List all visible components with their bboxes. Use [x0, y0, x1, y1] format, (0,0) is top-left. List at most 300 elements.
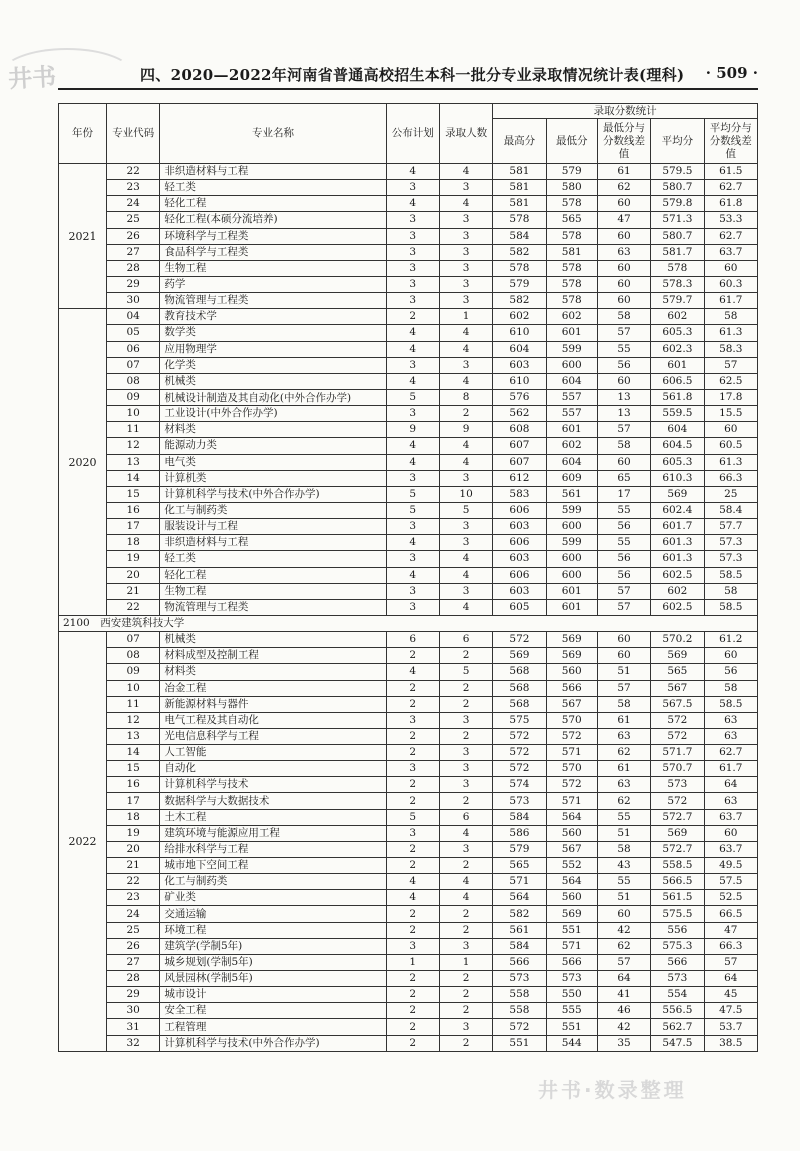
name-cell: 食品科学与工程类 [160, 244, 386, 260]
name-cell: 光电信息科学与工程 [160, 728, 386, 744]
plan-cell: 4 [386, 196, 439, 212]
table-row [59, 470, 758, 486]
avg-diff-cell: 61.7 [704, 293, 757, 309]
code-cell: 27 [107, 954, 160, 970]
name-cell: 机械设计制造及其自动化(中外合作办学) [160, 389, 386, 405]
min-diff-cell: 58 [597, 841, 650, 857]
code-cell: 21 [107, 583, 160, 599]
code-cell: 20 [107, 567, 160, 583]
min-cell: 602 [546, 438, 597, 454]
name-cell: 非织造材料与工程 [160, 164, 386, 180]
plan-cell: 5 [386, 502, 439, 518]
plan-cell: 2 [386, 858, 439, 874]
avg-diff-cell: 57.3 [704, 535, 757, 551]
table-row [59, 276, 758, 292]
table-row [59, 761, 758, 777]
plan-cell: 2 [386, 1003, 439, 1019]
code-cell: 23 [107, 180, 160, 196]
plan-cell: 5 [386, 809, 439, 825]
code-cell: 09 [107, 389, 160, 405]
plan-cell: 3 [386, 761, 439, 777]
code-cell: 13 [107, 728, 160, 744]
avg-diff-cell: 63 [704, 712, 757, 728]
avg-diff-cell: 62.7 [704, 228, 757, 244]
name-cell: 材料类 [160, 664, 386, 680]
plan-cell: 2 [386, 1035, 439, 1051]
admit-cell: 2 [439, 680, 492, 696]
admit-cell: 6 [439, 632, 492, 648]
name-cell: 矿业类 [160, 890, 386, 906]
code-cell: 30 [107, 1003, 160, 1019]
avg-diff-cell: 58.5 [704, 599, 757, 615]
min-diff-cell: 60 [597, 293, 650, 309]
table-row [59, 212, 758, 228]
table-row [59, 583, 758, 599]
max-cell: 572 [493, 1019, 546, 1035]
table-row [59, 648, 758, 664]
min-diff-cell: 57 [597, 583, 650, 599]
name-cell: 交通运输 [160, 906, 386, 922]
min-cell: 569 [546, 648, 597, 664]
code-cell: 29 [107, 987, 160, 1003]
name-cell: 数学类 [160, 325, 386, 341]
admit-cell: 2 [439, 922, 492, 938]
code-cell: 11 [107, 422, 160, 438]
admit-cell: 3 [439, 1019, 492, 1035]
admit-cell: 3 [439, 712, 492, 728]
code-cell: 15 [107, 486, 160, 502]
avg-diff-cell: 58 [704, 680, 757, 696]
admit-cell: 2 [439, 406, 492, 422]
name-cell: 计算机科学与技术 [160, 777, 386, 793]
plan-cell: 3 [386, 180, 439, 196]
avg-diff-cell: 58.5 [704, 567, 757, 583]
max-cell: 584 [493, 809, 546, 825]
avg-diff-cell: 62.7 [704, 745, 757, 761]
name-cell: 人工智能 [160, 745, 386, 761]
table-row [59, 293, 758, 309]
plan-cell: 4 [386, 341, 439, 357]
min-diff-cell: 57 [597, 325, 650, 341]
admit-cell: 2 [439, 1003, 492, 1019]
plan-cell: 3 [386, 938, 439, 954]
avg-cell: 605.3 [651, 325, 704, 341]
min-diff-cell: 58 [597, 309, 650, 325]
table-row [59, 987, 758, 1003]
admit-cell: 4 [439, 164, 492, 180]
min-cell: 599 [546, 341, 597, 357]
code-cell: 17 [107, 793, 160, 809]
table-row [59, 341, 758, 357]
min-cell: 578 [546, 293, 597, 309]
avg-cell: 572 [651, 712, 704, 728]
code-cell: 27 [107, 244, 160, 260]
min-diff-cell: 61 [597, 761, 650, 777]
plan-cell: 3 [386, 260, 439, 276]
max-cell: 571 [493, 874, 546, 890]
avg-diff-cell: 57.7 [704, 519, 757, 535]
code-cell: 23 [107, 890, 160, 906]
table-row [59, 357, 758, 373]
table-row [59, 745, 758, 761]
year-cell: 2020 [59, 309, 107, 616]
max-cell: 568 [493, 664, 546, 680]
min-cell: 572 [546, 728, 597, 744]
admit-cell: 8 [439, 389, 492, 405]
avg-diff-cell: 60 [704, 825, 757, 841]
name-cell: 电气工程及其自动化 [160, 712, 386, 728]
table-row [59, 389, 758, 405]
table-row [59, 841, 758, 857]
name-cell: 环境科学与工程类 [160, 228, 386, 244]
code-cell: 30 [107, 293, 160, 309]
min-cell: 570 [546, 761, 597, 777]
max-cell: 566 [493, 954, 546, 970]
admit-cell: 2 [439, 906, 492, 922]
code-cell: 14 [107, 745, 160, 761]
max-cell: 606 [493, 567, 546, 583]
max-cell: 602 [493, 309, 546, 325]
min-diff-cell: 63 [597, 728, 650, 744]
avg-cell: 579.7 [651, 293, 704, 309]
table-row [59, 728, 758, 744]
avg-diff-cell: 52.5 [704, 890, 757, 906]
table-row [59, 1003, 758, 1019]
avg-cell: 561.8 [651, 389, 704, 405]
code-cell: 10 [107, 406, 160, 422]
min-diff-cell: 58 [597, 696, 650, 712]
admit-cell: 5 [439, 664, 492, 680]
max-cell: 605 [493, 599, 546, 615]
plan-cell: 3 [386, 712, 439, 728]
code-cell: 18 [107, 535, 160, 551]
admit-cell: 2 [439, 648, 492, 664]
avg-cell: 559.5 [651, 406, 704, 422]
avg-diff-cell: 57.3 [704, 551, 757, 567]
table-row [59, 1019, 758, 1035]
name-cell: 化学类 [160, 357, 386, 373]
avg-cell: 601 [651, 357, 704, 373]
avg-diff-cell: 60 [704, 422, 757, 438]
plan-cell: 3 [386, 470, 439, 486]
plan-cell: 3 [386, 212, 439, 228]
min-diff-cell: 60 [597, 632, 650, 648]
avg-cell: 606.5 [651, 373, 704, 389]
plan-cell: 4 [386, 373, 439, 389]
avg-cell: 571.3 [651, 212, 704, 228]
plan-cell: 6 [386, 632, 439, 648]
name-cell: 非织造材料与工程 [160, 535, 386, 551]
table-row [59, 406, 758, 422]
avg-cell: 561.5 [651, 890, 704, 906]
admit-cell: 3 [439, 470, 492, 486]
avg-diff-cell: 63.7 [704, 841, 757, 857]
min-diff-cell: 47 [597, 212, 650, 228]
avg-cell: 602.4 [651, 502, 704, 518]
admit-cell: 3 [439, 180, 492, 196]
table-row [59, 535, 758, 551]
table-row [59, 422, 758, 438]
name-cell: 给排水科学与工程 [160, 841, 386, 857]
table-row [59, 228, 758, 244]
table-row [59, 809, 758, 825]
avg-diff-cell: 64 [704, 777, 757, 793]
max-cell: 603 [493, 357, 546, 373]
avg-diff-cell: 60 [704, 648, 757, 664]
name-cell: 教育技术学 [160, 309, 386, 325]
avg-cell: 575.5 [651, 906, 704, 922]
avg-diff-cell: 57 [704, 954, 757, 970]
year-cell: 2022 [59, 632, 107, 1052]
min-diff-cell: 60 [597, 228, 650, 244]
min-diff-cell: 60 [597, 454, 650, 470]
min-cell: 600 [546, 567, 597, 583]
plan-cell: 2 [386, 922, 439, 938]
max-cell: 610 [493, 373, 546, 389]
admit-cell: 3 [439, 228, 492, 244]
min-cell: 565 [546, 212, 597, 228]
min-diff-cell: 62 [597, 938, 650, 954]
max-cell: 582 [493, 293, 546, 309]
admit-cell: 4 [439, 454, 492, 470]
plan-cell: 3 [386, 276, 439, 292]
avg-diff-cell: 47.5 [704, 1003, 757, 1019]
plan-cell: 4 [386, 535, 439, 551]
avg-diff-cell: 58.4 [704, 502, 757, 518]
table-row [59, 922, 758, 938]
max-cell: 584 [493, 938, 546, 954]
admit-cell: 1 [439, 309, 492, 325]
col-min-header: 最低分 [546, 119, 597, 164]
plan-cell: 2 [386, 648, 439, 664]
page-header [140, 60, 758, 86]
min-cell: 544 [546, 1035, 597, 1051]
admit-cell: 2 [439, 987, 492, 1003]
min-diff-cell: 51 [597, 825, 650, 841]
code-cell: 04 [107, 309, 160, 325]
min-cell: 551 [546, 1019, 597, 1035]
max-cell: 603 [493, 583, 546, 599]
table-row [59, 632, 758, 648]
min-diff-cell: 63 [597, 777, 650, 793]
plan-cell: 4 [386, 664, 439, 680]
name-cell: 应用物理学 [160, 341, 386, 357]
code-cell: 28 [107, 260, 160, 276]
admit-cell: 3 [439, 777, 492, 793]
min-cell: 572 [546, 777, 597, 793]
code-cell: 18 [107, 809, 160, 825]
plan-cell: 5 [386, 389, 439, 405]
plan-cell: 4 [386, 325, 439, 341]
col-stats-group-header: 录取分数统计 [493, 104, 758, 119]
name-cell: 计算机科学与技术(中外合作办学) [160, 486, 386, 502]
admit-cell: 2 [439, 793, 492, 809]
table-row [59, 664, 758, 680]
min-diff-cell: 55 [597, 341, 650, 357]
avg-cell: 572.7 [651, 809, 704, 825]
min-diff-cell: 60 [597, 276, 650, 292]
avg-diff-cell: 61.7 [704, 761, 757, 777]
year-cell: 2021 [59, 164, 107, 309]
max-cell: 604 [493, 341, 546, 357]
max-cell: 578 [493, 260, 546, 276]
min-diff-cell: 61 [597, 712, 650, 728]
avg-cell: 566 [651, 954, 704, 970]
plan-cell: 4 [386, 454, 439, 470]
plan-cell: 4 [386, 438, 439, 454]
name-cell: 化工与制药类 [160, 502, 386, 518]
min-cell: 567 [546, 841, 597, 857]
plan-cell: 2 [386, 696, 439, 712]
name-cell: 土木工程 [160, 809, 386, 825]
min-diff-cell: 46 [597, 1003, 650, 1019]
min-diff-cell: 60 [597, 260, 650, 276]
code-cell: 12 [107, 438, 160, 454]
code-cell: 10 [107, 680, 160, 696]
col-max-header: 最高分 [493, 119, 546, 164]
max-cell: 607 [493, 438, 546, 454]
max-cell: 579 [493, 276, 546, 292]
name-cell: 城市地下空间工程 [160, 858, 386, 874]
max-cell: 575 [493, 712, 546, 728]
avg-cell: 610.3 [651, 470, 704, 486]
table-row [59, 196, 758, 212]
admit-cell: 3 [439, 583, 492, 599]
plan-cell: 3 [386, 551, 439, 567]
admit-cell: 3 [439, 357, 492, 373]
avg-diff-cell: 63.7 [704, 809, 757, 825]
avg-cell: 602.5 [651, 567, 704, 583]
col-avg-diff-header: 平均分与分数线差值 [704, 119, 757, 164]
admit-cell: 4 [439, 599, 492, 615]
plan-cell: 2 [386, 987, 439, 1003]
code-cell: 07 [107, 632, 160, 648]
code-cell: 32 [107, 1035, 160, 1051]
admit-cell: 3 [439, 276, 492, 292]
table-row [59, 244, 758, 260]
admit-cell: 9 [439, 422, 492, 438]
avg-cell: 601.7 [651, 519, 704, 535]
table-row [59, 680, 758, 696]
min-cell: 571 [546, 793, 597, 809]
plan-cell: 9 [386, 422, 439, 438]
plan-cell: 3 [386, 825, 439, 841]
max-cell: 586 [493, 825, 546, 841]
plan-cell: 2 [386, 906, 439, 922]
admit-cell: 4 [439, 551, 492, 567]
admit-cell: 2 [439, 858, 492, 874]
avg-diff-cell: 66.3 [704, 938, 757, 954]
col-name-header: 专业名称 [160, 104, 386, 164]
table-row [59, 777, 758, 793]
avg-cell: 569 [651, 648, 704, 664]
avg-cell: 562.7 [651, 1019, 704, 1035]
min-cell: 567 [546, 696, 597, 712]
avg-cell: 601.3 [651, 551, 704, 567]
min-cell: 561 [546, 486, 597, 502]
code-cell: 21 [107, 858, 160, 874]
avg-cell: 571.7 [651, 745, 704, 761]
admit-cell: 3 [439, 519, 492, 535]
avg-cell: 605.3 [651, 454, 704, 470]
name-cell: 自动化 [160, 761, 386, 777]
avg-diff-cell: 49.5 [704, 858, 757, 874]
max-cell: 573 [493, 971, 546, 987]
admit-cell: 3 [439, 535, 492, 551]
max-cell: 564 [493, 890, 546, 906]
max-cell: 582 [493, 244, 546, 260]
avg-diff-cell: 60.5 [704, 438, 757, 454]
min-diff-cell: 56 [597, 551, 650, 567]
header-rule [58, 88, 758, 90]
plan-cell: 2 [386, 793, 439, 809]
min-cell: 566 [546, 954, 597, 970]
admit-cell: 4 [439, 341, 492, 357]
max-cell: 561 [493, 922, 546, 938]
table-row [59, 551, 758, 567]
code-cell: 15 [107, 761, 160, 777]
min-cell: 600 [546, 357, 597, 373]
col-year-header: 年份 [59, 104, 107, 164]
page-number: · 509 · [705, 64, 758, 82]
min-cell: 578 [546, 196, 597, 212]
avg-cell: 556 [651, 922, 704, 938]
name-cell: 生物工程 [160, 583, 386, 599]
table-row [59, 519, 758, 535]
min-cell: 564 [546, 809, 597, 825]
code-cell: 19 [107, 551, 160, 567]
name-cell: 环境工程 [160, 922, 386, 938]
name-cell: 材料类 [160, 422, 386, 438]
avg-diff-cell: 61.3 [704, 325, 757, 341]
code-cell: 24 [107, 906, 160, 922]
avg-cell: 558.5 [651, 858, 704, 874]
name-cell: 城乡规划(学制5年) [160, 954, 386, 970]
min-diff-cell: 56 [597, 357, 650, 373]
table-row [59, 164, 758, 180]
min-cell: 555 [546, 1003, 597, 1019]
code-cell: 26 [107, 228, 160, 244]
table-row [59, 599, 758, 615]
avg-diff-cell: 25 [704, 486, 757, 502]
avg-diff-cell: 64 [704, 971, 757, 987]
plan-cell: 3 [386, 293, 439, 309]
min-cell: 560 [546, 890, 597, 906]
avg-diff-cell: 58 [704, 309, 757, 325]
min-cell: 571 [546, 938, 597, 954]
min-cell: 581 [546, 244, 597, 260]
col-admit-header: 录取人数 [439, 104, 492, 164]
avg-diff-cell: 61.8 [704, 196, 757, 212]
max-cell: 608 [493, 422, 546, 438]
max-cell: 579 [493, 841, 546, 857]
avg-diff-cell: 62.7 [704, 180, 757, 196]
avg-cell: 556.5 [651, 1003, 704, 1019]
min-diff-cell: 61 [597, 164, 650, 180]
avg-diff-cell: 57.5 [704, 874, 757, 890]
min-cell: 551 [546, 922, 597, 938]
plan-cell: 2 [386, 680, 439, 696]
avg-diff-cell: 66.5 [704, 906, 757, 922]
admit-cell: 5 [439, 502, 492, 518]
code-cell: 08 [107, 648, 160, 664]
max-cell: 573 [493, 793, 546, 809]
max-cell: 603 [493, 551, 546, 567]
max-cell: 583 [493, 486, 546, 502]
table-row [59, 712, 758, 728]
min-cell: 573 [546, 971, 597, 987]
admit-cell: 3 [439, 761, 492, 777]
